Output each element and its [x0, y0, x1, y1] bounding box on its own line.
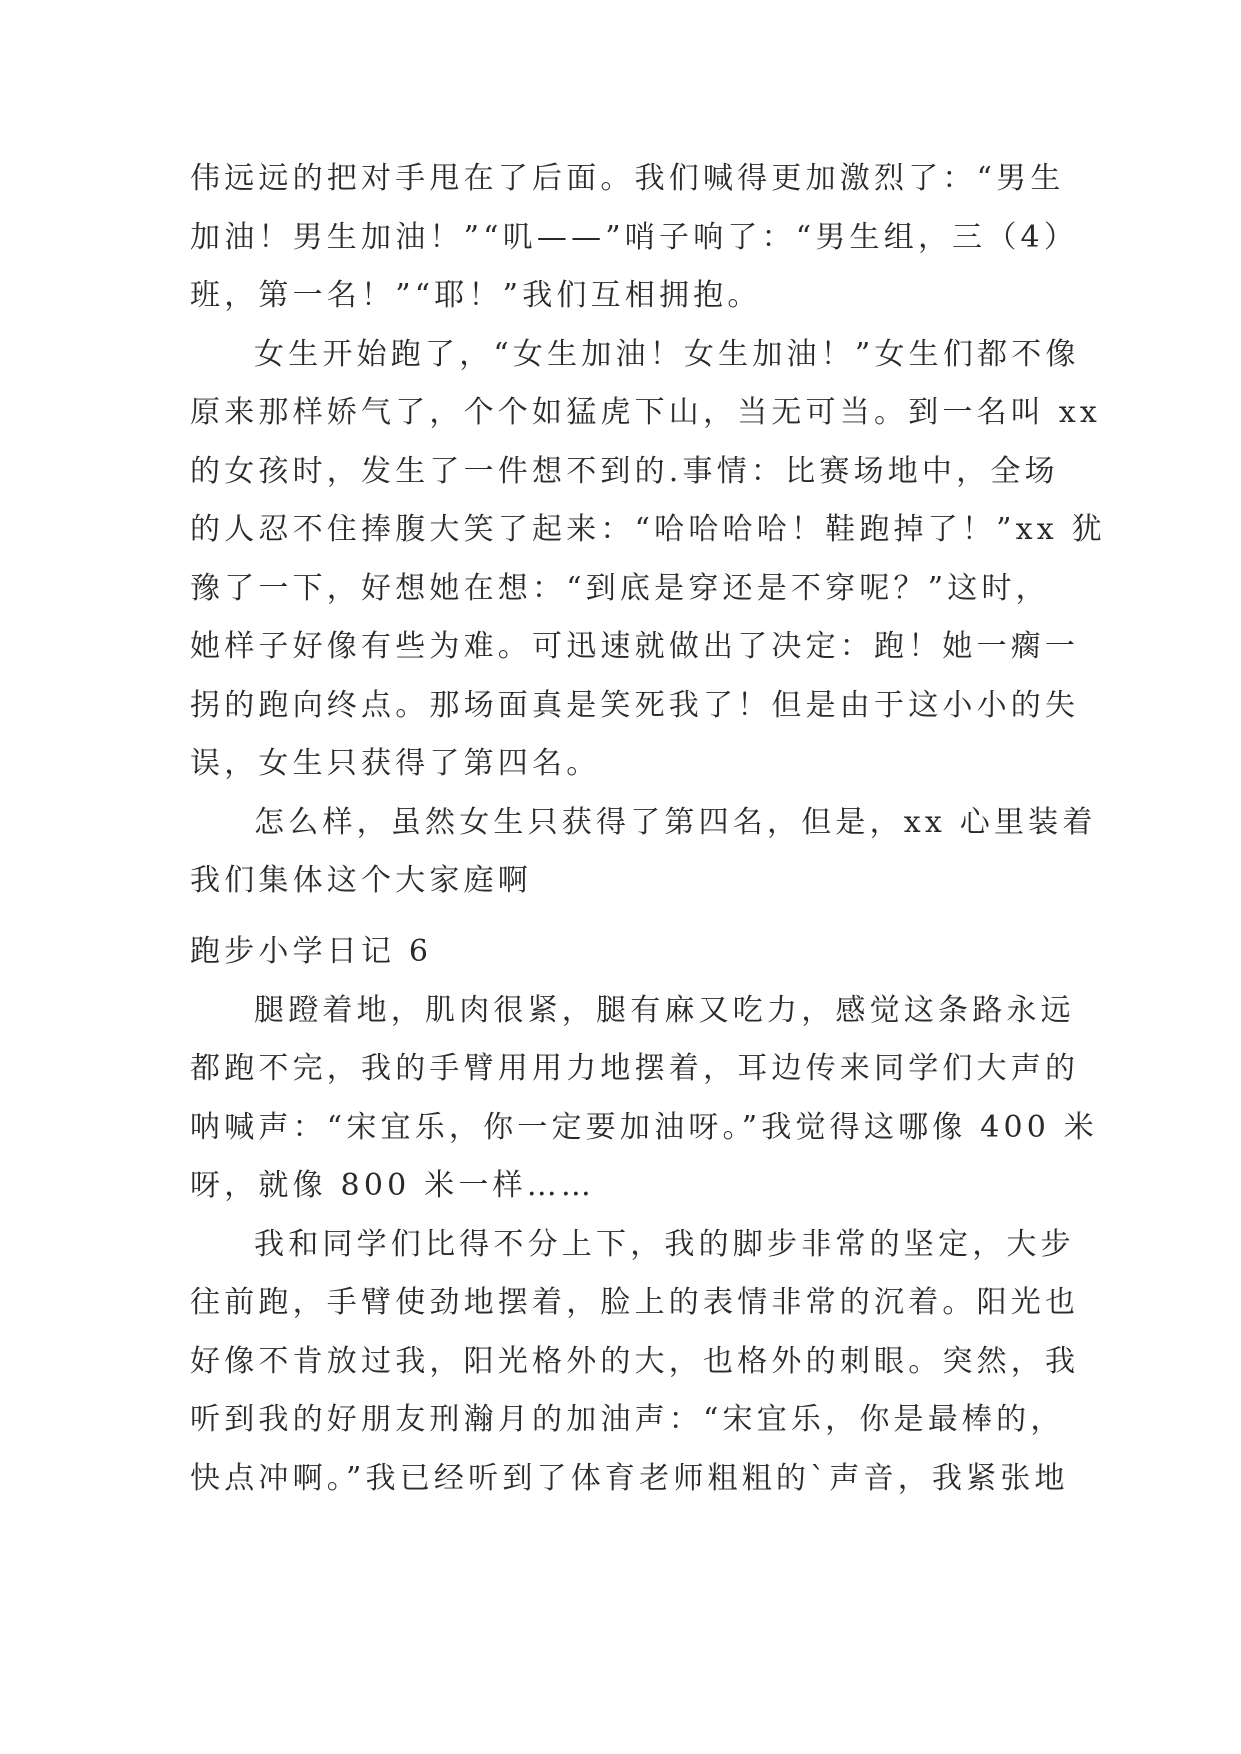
text-line: 我们集体这个大家庭啊	[190, 863, 532, 898]
text-line: 误，女生只获得了第四名。	[190, 746, 601, 781]
heading-text: 跑步小学日记 6	[190, 934, 433, 969]
text-line: 女生开始跑了，“女生加油！女生加油！”女生们都不像	[254, 336, 1080, 372]
text-line: 都跑不完，我的手臂用用力地摆着，耳边传来同学们大声的	[190, 1051, 1080, 1086]
text-line: 她样子好像有些为难。可迅速就做出了决定：跑！她一瘸一	[190, 629, 1080, 664]
text-line: 的女孩时，发生了一件想不到的.事情：比赛场地中，全场	[190, 453, 1059, 489]
paragraph-5	[190, 1216, 1080, 1509]
text-line: 拐的跑向终点。那场面真是笑死我了！但是由于这小小的失	[190, 687, 1080, 723]
text-line: 快点冲啊。”我已经听到了体育老师粗粗的`声音，我紧张地	[190, 1460, 1069, 1496]
paragraph-3	[190, 794, 1097, 911]
text-line: 腿蹬着地，肌肉很紧，腿有麻又吃力，感觉这条路永远	[254, 992, 1075, 1028]
text-line: 伟远远的把对手甩在了后面。我们喊得更加激烈了：“男生	[190, 161, 1065, 196]
text-line: 呀，就像 800 米一样……	[190, 1168, 596, 1203]
text-line: 的人忍不住捧腹大笑了起来：“哈哈哈哈！鞋跑掉了！”xx 犹	[190, 512, 1106, 547]
text-line: 呐喊声：“宋宜乐，你一定要加油呀。”我觉得这哪像 400 米	[190, 1109, 1099, 1145]
diary-heading	[190, 923, 1052, 982]
text-line: 往前跑，手臂使劲地摆着，脸上的表情非常的沉着。阳光也	[190, 1285, 1080, 1320]
section-2	[190, 923, 1099, 1508]
text-line: 班，第一名！”“耶！”我们互相拥抱。	[190, 278, 762, 313]
paragraph-1	[190, 150, 1079, 326]
text-line: 加油！男生加油！”“叽——”哨子响了：“男生组，三（4）	[190, 219, 1079, 255]
text-line: 好像不肯放过我，阳光格外的大，也格外的刺眼。突然，我	[190, 1343, 1080, 1379]
section-1	[190, 150, 1106, 911]
paragraph-2	[190, 326, 1106, 794]
paragraph-4	[190, 982, 1099, 1216]
text-line: 怎么样，虽然女生只获得了第四名，但是，xx 心里装着	[254, 804, 1097, 840]
text-line: 听到我的好朋友刑瀚月的加油声：“宋宜乐，你是最棒的，	[190, 1402, 1065, 1437]
text-line: 原来那样娇气了，个个如猛虎下山，当无可当。到一名叫 xx	[190, 395, 1101, 430]
text-line: 我和同学们比得不分上下，我的脚步非常的坚定，大步	[254, 1226, 1075, 1262]
text-line: 豫了一下，好想她在想：“到底是穿还是不穿呢？”这时，	[190, 570, 1050, 606]
